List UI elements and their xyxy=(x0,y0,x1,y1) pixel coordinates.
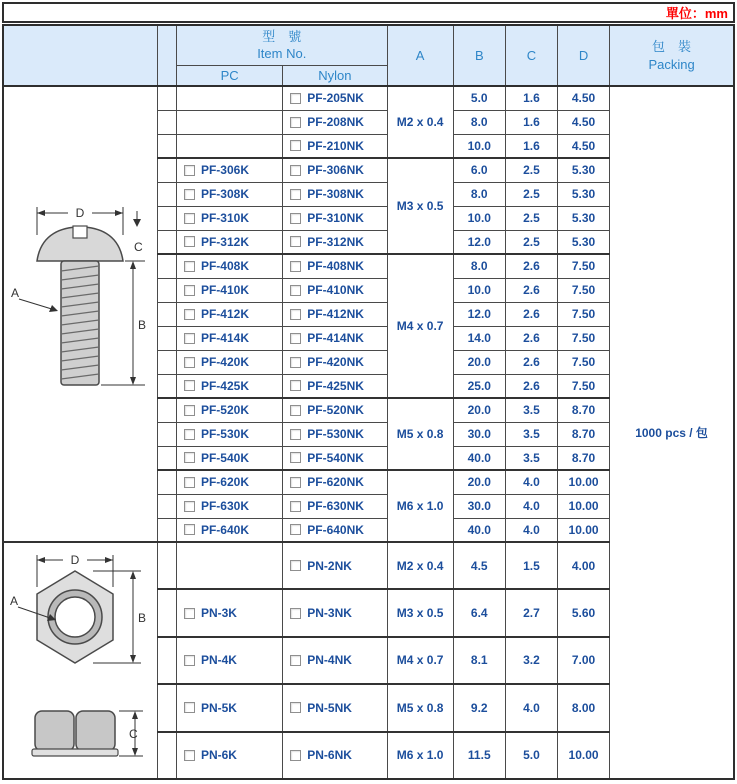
item-checkbox[interactable] xyxy=(290,501,301,512)
item-label: PF-408K xyxy=(200,259,249,274)
header-packing-en: Packing xyxy=(648,56,695,72)
item-label: PF-414K xyxy=(200,331,249,345)
value-d: 5.30 xyxy=(557,206,609,230)
value-c: 2.6 xyxy=(505,302,557,326)
size-cell: M5 x 0.8 xyxy=(387,684,453,731)
value-d: 4.50 xyxy=(557,134,609,158)
row-spacer-cell xyxy=(157,542,176,589)
item-checkbox[interactable] xyxy=(184,655,195,666)
dim-label-b: B xyxy=(138,611,147,625)
header-spacer-blank xyxy=(157,25,176,86)
item-label: PF-630NK xyxy=(307,499,364,513)
item-label: PF-530K xyxy=(200,427,249,441)
nylon-cell xyxy=(283,134,387,158)
value-b: 40.0 xyxy=(453,446,505,470)
nylon-cell xyxy=(283,254,387,278)
nylon-cell xyxy=(283,374,387,398)
item-checkbox[interactable] xyxy=(290,165,301,176)
row-spacer-cell xyxy=(157,110,176,134)
pc-cell xyxy=(176,494,282,518)
item-checkbox[interactable] xyxy=(290,750,301,761)
nylon-cell xyxy=(283,350,387,374)
row-spacer-cell xyxy=(157,230,176,254)
value-c: 1.6 xyxy=(505,134,557,158)
item-label: PF-306NK xyxy=(307,163,364,178)
item-label: PF-308NK xyxy=(307,187,364,201)
row-spacer-cell xyxy=(157,350,176,374)
value-b: 9.2 xyxy=(453,684,505,731)
value-c: 2.6 xyxy=(505,254,557,278)
row-spacer-cell xyxy=(157,254,176,278)
item-label: PF-540NK xyxy=(307,450,364,465)
value-c: 4.0 xyxy=(505,684,557,731)
screw-diagram-cell xyxy=(3,86,157,542)
item-label: PN-3NK xyxy=(307,606,352,621)
item-checkbox[interactable] xyxy=(184,501,195,512)
unit-label: 單位：mm xyxy=(665,6,728,21)
item-label: PF-640NK xyxy=(307,522,364,537)
dim-label-c: C xyxy=(134,239,144,254)
nylon-cell xyxy=(283,446,387,470)
nut-diagram-cell xyxy=(3,542,157,779)
pc-cell xyxy=(176,86,282,110)
item-label: PF-414NK xyxy=(307,331,364,345)
item-label: PF-410K xyxy=(200,283,249,297)
item-label: PF-310NK xyxy=(307,211,364,225)
value-d: 4.50 xyxy=(557,110,609,134)
row-spacer-cell xyxy=(157,518,176,542)
value-b: 8.0 xyxy=(453,182,505,206)
nylon-cell xyxy=(283,637,387,684)
pc-cell xyxy=(176,254,282,278)
value-d: 10.00 xyxy=(557,518,609,542)
item-label: PN-6K xyxy=(200,748,237,763)
value-c: 3.5 xyxy=(505,398,557,422)
value-c: 2.5 xyxy=(505,206,557,230)
pc-cell xyxy=(176,637,282,684)
nylon-cell xyxy=(283,278,387,302)
value-b: 20.0 xyxy=(453,350,505,374)
pc-cell xyxy=(176,589,282,636)
pc-cell xyxy=(176,230,282,254)
value-b: 40.0 xyxy=(453,518,505,542)
value-c: 2.5 xyxy=(505,182,557,206)
value-d: 7.50 xyxy=(557,254,609,278)
item-checkbox[interactable] xyxy=(290,357,301,368)
nylon-cell xyxy=(283,110,387,134)
item-label: PF-425K xyxy=(200,378,249,393)
value-c: 1.6 xyxy=(505,86,557,110)
value-c: 2.5 xyxy=(505,230,557,254)
item-checkbox[interactable] xyxy=(184,524,195,535)
value-b: 6.4 xyxy=(453,589,505,636)
item-checkbox[interactable] xyxy=(184,189,195,200)
item-label: PF-408NK xyxy=(307,259,364,274)
item-checkbox[interactable] xyxy=(184,333,195,344)
item-checkbox[interactable] xyxy=(184,452,195,463)
nylon-cell xyxy=(283,732,387,779)
pc-cell xyxy=(176,206,282,230)
nylon-cell xyxy=(283,158,387,182)
value-d: 4.00 xyxy=(557,542,609,589)
item-label: PN-6NK xyxy=(307,748,352,763)
row-spacer-cell xyxy=(157,589,176,636)
value-c: 2.7 xyxy=(505,589,557,636)
pc-cell xyxy=(176,470,282,494)
item-label: PN-4NK xyxy=(307,653,352,668)
value-b: 5.0 xyxy=(453,86,505,110)
value-b: 12.0 xyxy=(453,230,505,254)
value-c: 3.5 xyxy=(505,422,557,446)
item-label: PF-208NK xyxy=(307,115,364,129)
item-checkbox[interactable] xyxy=(290,261,301,272)
item-checkbox[interactable] xyxy=(290,117,301,128)
nylon-cell xyxy=(283,86,387,110)
item-checkbox[interactable] xyxy=(290,189,301,200)
pc-cell xyxy=(176,684,282,731)
nylon-cell xyxy=(283,206,387,230)
item-checkbox[interactable] xyxy=(184,380,195,391)
nylon-cell xyxy=(283,494,387,518)
item-label: PF-308K xyxy=(200,187,249,201)
value-b: 4.5 xyxy=(453,542,505,589)
item-label: PF-205NK xyxy=(307,91,364,106)
item-checkbox[interactable] xyxy=(290,140,301,151)
value-c: 5.0 xyxy=(505,732,557,779)
item-checkbox[interactable] xyxy=(184,429,195,440)
value-c: 4.0 xyxy=(505,470,557,494)
pc-cell xyxy=(176,422,282,446)
size-cell: M3 x 0.5 xyxy=(387,589,453,636)
size-cell: M6 x 1.0 xyxy=(387,470,453,542)
value-c: 2.6 xyxy=(505,374,557,398)
size-cell: M4 x 0.7 xyxy=(387,254,453,398)
value-b: 30.0 xyxy=(453,494,505,518)
pc-cell xyxy=(176,278,282,302)
item-checkbox[interactable] xyxy=(184,702,195,713)
nylon-cell xyxy=(283,518,387,542)
value-d: 7.50 xyxy=(557,302,609,326)
header-col-d: D xyxy=(557,25,609,86)
item-checkbox[interactable] xyxy=(184,165,195,176)
nylon-cell xyxy=(283,470,387,494)
value-b: 20.0 xyxy=(453,470,505,494)
item-checkbox[interactable] xyxy=(290,560,301,571)
value-b: 6.0 xyxy=(453,158,505,182)
item-checkbox[interactable] xyxy=(290,380,301,391)
row-spacer-cell xyxy=(157,302,176,326)
size-cell: M4 x 0.7 xyxy=(387,637,453,684)
row-spacer-cell xyxy=(157,398,176,422)
value-d: 10.00 xyxy=(557,494,609,518)
item-checkbox[interactable] xyxy=(290,477,301,488)
header-item-no-en: Item No. xyxy=(257,46,307,62)
row-spacer-cell xyxy=(157,494,176,518)
item-checkbox[interactable] xyxy=(184,285,195,296)
item-label: PF-620NK xyxy=(307,475,364,490)
value-d: 7.50 xyxy=(557,374,609,398)
item-checkbox[interactable] xyxy=(290,405,301,416)
nylon-cell xyxy=(283,230,387,254)
value-c: 2.6 xyxy=(505,350,557,374)
value-b: 10.0 xyxy=(453,206,505,230)
row-spacer-cell xyxy=(157,422,176,446)
value-c: 2.5 xyxy=(505,158,557,182)
header-item-no xyxy=(176,25,387,65)
item-checkbox[interactable] xyxy=(290,93,301,104)
value-b: 8.0 xyxy=(453,254,505,278)
header-nylon: Nylon xyxy=(283,65,387,86)
row-spacer-cell xyxy=(157,158,176,182)
item-label: PF-412K xyxy=(200,307,249,321)
value-d: 8.00 xyxy=(557,684,609,731)
row-spacer-cell xyxy=(157,134,176,158)
item-checkbox[interactable] xyxy=(184,309,195,320)
item-checkbox[interactable] xyxy=(290,524,301,535)
item-checkbox[interactable] xyxy=(290,236,301,247)
header-col-c: C xyxy=(505,25,557,86)
item-label: PF-312K xyxy=(200,234,249,249)
item-checkbox[interactable] xyxy=(290,608,301,619)
pc-cell xyxy=(176,158,282,182)
value-b: 8.0 xyxy=(453,110,505,134)
dim-label-c: C xyxy=(129,727,139,741)
row-spacer-cell xyxy=(157,86,176,110)
spec-table xyxy=(2,24,735,780)
item-checkbox[interactable] xyxy=(184,608,195,619)
size-cell: M6 x 1.0 xyxy=(387,732,453,779)
header-col-a: A xyxy=(387,25,453,86)
pc-cell xyxy=(176,134,282,158)
item-checkbox[interactable] xyxy=(184,405,195,416)
pc-cell xyxy=(176,446,282,470)
item-label: PN-3K xyxy=(200,606,237,621)
row-spacer-cell xyxy=(157,732,176,779)
value-d: 4.50 xyxy=(557,86,609,110)
item-checkbox[interactable] xyxy=(290,429,301,440)
dim-label-d: D xyxy=(71,553,80,567)
item-checkbox[interactable] xyxy=(184,357,195,368)
item-label: PF-530NK xyxy=(307,427,364,441)
value-b: 8.1 xyxy=(453,637,505,684)
value-d: 7.00 xyxy=(557,637,609,684)
value-d: 8.70 xyxy=(557,422,609,446)
pc-cell xyxy=(176,110,282,134)
table-row xyxy=(3,86,734,110)
item-label: PF-412NK xyxy=(307,307,364,321)
value-b: 11.5 xyxy=(453,732,505,779)
value-d: 5.60 xyxy=(557,589,609,636)
value-b: 14.0 xyxy=(453,326,505,350)
value-d: 7.50 xyxy=(557,326,609,350)
value-b: 10.0 xyxy=(453,278,505,302)
value-d: 5.30 xyxy=(557,182,609,206)
item-checkbox[interactable] xyxy=(184,477,195,488)
dim-label-a: A xyxy=(11,285,20,300)
item-label: PF-312NK xyxy=(307,234,364,249)
nylon-cell xyxy=(283,398,387,422)
nylon-cell xyxy=(283,302,387,326)
header-image-blank xyxy=(3,25,157,86)
pc-cell xyxy=(176,542,282,589)
size-cell: M2 x 0.4 xyxy=(387,86,453,158)
item-label: PF-640K xyxy=(200,522,249,537)
item-label: PF-310K xyxy=(200,211,249,225)
value-c: 1.6 xyxy=(505,110,557,134)
item-label: PF-425NK xyxy=(307,378,364,393)
pc-cell xyxy=(176,374,282,398)
value-b: 30.0 xyxy=(453,422,505,446)
value-c: 2.6 xyxy=(505,278,557,302)
nylon-cell xyxy=(283,684,387,731)
value-d: 10.00 xyxy=(557,732,609,779)
size-cell: M2 x 0.4 xyxy=(387,542,453,589)
value-d: 7.50 xyxy=(557,350,609,374)
size-cell: M3 x 0.5 xyxy=(387,158,453,254)
nylon-cell xyxy=(283,589,387,636)
item-checkbox[interactable] xyxy=(290,333,301,344)
value-b: 10.0 xyxy=(453,134,505,158)
item-label: PF-520NK xyxy=(307,403,364,418)
item-checkbox[interactable] xyxy=(290,309,301,320)
value-b: 20.0 xyxy=(453,398,505,422)
row-spacer-cell xyxy=(157,684,176,731)
row-spacer-cell xyxy=(157,206,176,230)
dim-label-d: D xyxy=(76,205,85,220)
item-label: PF-540K xyxy=(200,450,249,465)
value-d: 8.70 xyxy=(557,446,609,470)
item-checkbox[interactable] xyxy=(290,702,301,713)
item-label: PF-620K xyxy=(200,475,249,490)
header-packing xyxy=(610,25,734,86)
value-b: 25.0 xyxy=(453,374,505,398)
value-c: 4.0 xyxy=(505,518,557,542)
row-spacer-cell xyxy=(157,637,176,684)
value-d: 5.30 xyxy=(557,230,609,254)
header-packing-zh: 包 裝 xyxy=(652,38,692,54)
row-spacer-cell xyxy=(157,326,176,350)
item-label: PN-5K xyxy=(200,700,237,715)
size-cell: M5 x 0.8 xyxy=(387,398,453,470)
item-label: PF-210NK xyxy=(307,138,364,153)
dim-label-b: B xyxy=(138,317,147,332)
pc-cell xyxy=(176,518,282,542)
nylon-cell xyxy=(283,422,387,446)
value-b: 12.0 xyxy=(453,302,505,326)
value-d: 8.70 xyxy=(557,398,609,422)
item-checkbox[interactable] xyxy=(184,750,195,761)
value-c: 1.5 xyxy=(505,542,557,589)
item-checkbox[interactable] xyxy=(184,213,195,224)
dim-label-a: A xyxy=(10,594,19,608)
nylon-cell xyxy=(283,326,387,350)
unit-bar xyxy=(2,2,735,23)
packing-cell: 1000 pcs / 包 xyxy=(610,86,734,779)
pc-cell xyxy=(176,350,282,374)
item-label: PF-420K xyxy=(200,355,249,369)
item-label: PF-630K xyxy=(200,499,249,513)
header-pc: PC xyxy=(176,65,282,86)
value-d: 10.00 xyxy=(557,470,609,494)
pc-cell xyxy=(176,326,282,350)
pc-cell xyxy=(176,182,282,206)
row-spacer-cell xyxy=(157,278,176,302)
value-c: 3.2 xyxy=(505,637,557,684)
nylon-cell xyxy=(283,182,387,206)
value-c: 4.0 xyxy=(505,494,557,518)
item-label: PF-520K xyxy=(200,403,249,418)
header-col-b: B xyxy=(453,25,505,86)
item-label: PF-306K xyxy=(200,163,249,178)
item-checkbox[interactable] xyxy=(290,452,301,463)
header-item-no-zh: 型 號 xyxy=(262,28,302,44)
row-spacer-cell xyxy=(157,182,176,206)
item-label: PF-420NK xyxy=(307,355,364,369)
row-spacer-cell xyxy=(157,446,176,470)
value-d: 7.50 xyxy=(557,278,609,302)
nut-diagram xyxy=(5,543,155,773)
row-spacer-cell xyxy=(157,470,176,494)
value-c: 2.6 xyxy=(505,326,557,350)
item-label: PN-2NK xyxy=(307,558,352,573)
pc-cell xyxy=(176,302,282,326)
item-label: PF-410NK xyxy=(307,283,364,297)
item-checkbox[interactable] xyxy=(184,236,195,247)
value-d: 5.30 xyxy=(557,158,609,182)
item-checkbox[interactable] xyxy=(290,213,301,224)
row-spacer-cell xyxy=(157,374,176,398)
item-checkbox[interactable] xyxy=(290,655,301,666)
nylon-cell xyxy=(283,542,387,589)
value-c: 3.5 xyxy=(505,446,557,470)
pc-cell xyxy=(176,732,282,779)
item-checkbox[interactable] xyxy=(184,261,195,272)
screw-diagram xyxy=(5,187,155,437)
pc-cell xyxy=(176,398,282,422)
item-label: PN-4K xyxy=(200,653,237,668)
item-checkbox[interactable] xyxy=(290,285,301,296)
item-label: PN-5NK xyxy=(307,700,352,715)
